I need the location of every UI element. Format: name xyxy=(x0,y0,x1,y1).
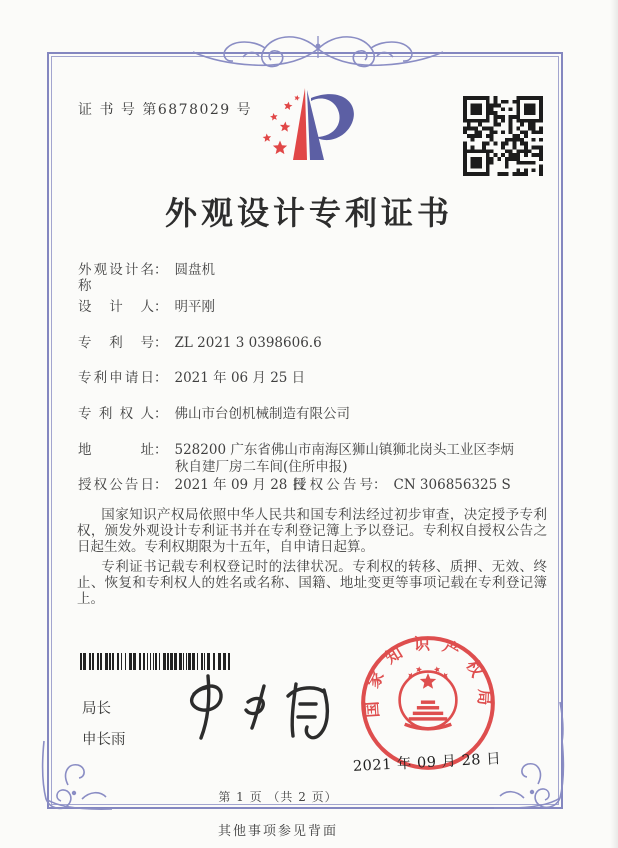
field-designer: 设计人： 明平刚 xyxy=(78,299,215,315)
signer-title: 局长 xyxy=(82,701,111,717)
field-label: 专利权人 xyxy=(78,406,154,422)
national-emblem-icon xyxy=(400,666,457,728)
signer-name: 申长雨 xyxy=(82,732,126,748)
field-label: 授权公告日 xyxy=(78,477,154,493)
page-number: 第 1 页 （共 2 页） xyxy=(218,790,338,804)
field-label: 专利号 xyxy=(78,335,154,351)
star-icon xyxy=(420,673,436,689)
cnipa-patent-logo-icon xyxy=(250,78,382,174)
field-label: 专利申请日 xyxy=(78,370,154,386)
field-value-line2: 秋自建厂房二车间(住所申报) xyxy=(175,459,348,475)
star-icon xyxy=(273,141,287,155)
grant-date-value: 2021 年 09 月 28 日 xyxy=(174,477,306,493)
certificate-title: 外观设计专利证书 xyxy=(164,194,453,232)
field-label: 设计人 xyxy=(78,299,154,315)
back-side-note: 其他事项参见背面 xyxy=(217,824,338,839)
field-patent-number: 专利号： ZL 2021 3 0398606.6 xyxy=(78,335,322,351)
field-value: 明平刚 xyxy=(174,299,215,315)
star-icon xyxy=(294,95,300,101)
qr-code xyxy=(463,96,543,176)
seal-text: 国家知识产权局 xyxy=(361,634,495,719)
seal-date: 2021 年 09 月 28 日 xyxy=(352,751,502,775)
legal-text xyxy=(77,508,547,613)
field-value: ZL 2021 3 0398606.6 xyxy=(174,335,322,351)
field-label: 授权公告号 xyxy=(293,477,373,493)
certificate-number: 证 书 号 第6878029 号 xyxy=(78,102,253,118)
field-patentee: 专利权人： 佛山市台创机械制造有限公司 xyxy=(78,406,350,422)
field-value-line1: 528200 广东省佛山市南海区狮山镇狮北岗头工业区李炳 xyxy=(174,442,514,458)
barcode xyxy=(80,653,232,670)
field-value: 2021 年 06 月 25 日 xyxy=(174,370,306,386)
field-grant-number: 授权公告号： CN 306856325 S xyxy=(293,477,511,493)
field-label: 外观设计名称 xyxy=(78,262,154,294)
field-value: 圆盘机 xyxy=(174,262,215,278)
field-grant-row: 授权公告日： 2021 年 09 月 28 日 授权公告号： CN 306856325 S xyxy=(78,477,511,493)
legal-paragraph-2: 专利证书记载专利权登记时的法律状况。专利权的转移、质押、无效、终止、恢复和专利权人的姓名或名称、国籍、地址变更等事项记载在专利登记簿上。 xyxy=(77,559,547,607)
director-signature xyxy=(172,672,337,764)
star-icon xyxy=(284,102,292,110)
field-application-date: 专利申请日： 2021 年 06 月 25 日 xyxy=(78,370,306,386)
field-design-name: 外观设计名称： 圆盘机 xyxy=(78,262,215,294)
field-value: 佛山市台创机械制造有限公司 xyxy=(174,406,350,422)
signer-block xyxy=(82,694,126,756)
grant-number-value: CN 306856325 S xyxy=(393,477,511,493)
star-icon xyxy=(270,113,277,121)
legal-paragraph-1: 国家知识产权局依照中华人民共和国专利法经过初步审查，决定授予专利权，颁发外观设计专利证书并在专利登记簿上予以登记。专利权自授权公告之日起生效。专利权期限为十五年，自申请日起算。 xyxy=(77,507,547,555)
star-icon xyxy=(263,134,272,142)
field-address: 地址： 528200 广东省佛山市南海区狮山镇狮北岗头工业区李炳 秋自建厂房二车间(住所申报) xyxy=(78,442,556,475)
field-label: 地址 xyxy=(78,442,154,458)
star-icon xyxy=(280,122,290,132)
